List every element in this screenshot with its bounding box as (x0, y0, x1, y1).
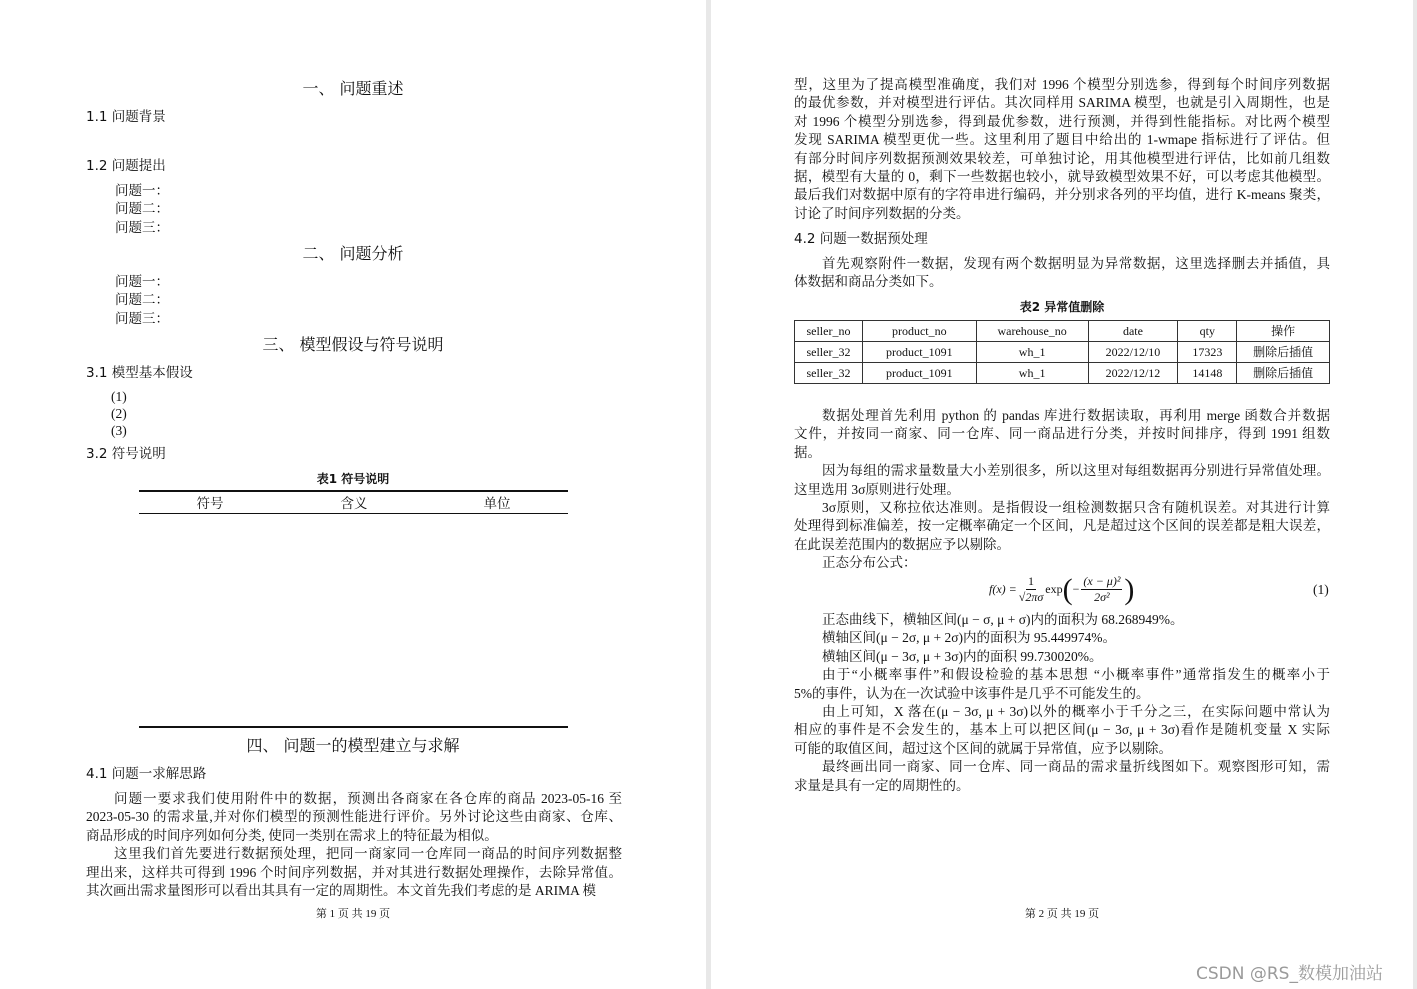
body-text-continued (794, 76, 1330, 223)
text-line: 因为每组的需求量数量大小差别很多，所以这里对每组数据再分别进行异常值处理。 (822, 463, 1330, 479)
text-line: 这里我们首先要进行数据预处理，把同一商家同一仓库同一商品的时间序列数据整 (114, 846, 622, 862)
assumption-item: (1) (111, 389, 127, 404)
minus-sign: − (1072, 582, 1080, 596)
text-line: 3σ原则，又称拉依达准则。是指假设一组检测数据只含有随机误差。对其进行计算 (822, 499, 1330, 515)
section-heading-1: 一、 问题重述 (302, 79, 404, 98)
text-line: 有部分时间序列数据预测效果较差，可单独讨论，用其他模型进行评估，比如前几组数 (794, 150, 1330, 166)
table-header-row (795, 321, 1330, 342)
text-line: 在此误差范围内的数据应予以剔除。 (794, 536, 1010, 552)
table-cell: product_1091 (862, 342, 976, 363)
text-line: 对 1996 个模型分别选参，得到最优参数，进行预测，并得到性能指标。对比两个模型 (794, 113, 1330, 129)
text-line: 相应的事件是不会发生的，基本上可以把区间(μ − 3σ, μ + 3σ)看作是随机变量 X 实际 (794, 722, 1330, 738)
table-cell: seller_32 (795, 363, 863, 384)
table-row (795, 342, 1330, 363)
normal-distribution-formula (989, 574, 1134, 605)
question-item: 问题一： (115, 274, 169, 290)
text-line: 发现 SARIMA 模型更优一些。这里利用了题目中给出的 1-wmape 指标进行了评估。但 (794, 132, 1330, 148)
table1-top-rule (139, 490, 568, 492)
text-line: 最后我们对数据中原有的字符串进行编码，并分别求各列的平均值，进行 K-means 聚类， (794, 187, 1330, 203)
text-line: 横轴区间(μ − 3σ, μ + 3σ)内的面积 99.730020%。 (822, 648, 1103, 664)
subsection-3-2: 3.2 符号说明 (86, 446, 166, 462)
header-cell: warehouse_no (976, 321, 1088, 342)
text-line: 由上可知，X 落在(μ − 3σ, μ + 3σ)以外的概率小于千分之三，在实际问题中常认为 (822, 703, 1330, 719)
table1-header-meaning: 含义 (340, 496, 368, 512)
table-cell: 2022/12/12 (1088, 363, 1178, 384)
page-footer: 第 2 页 共 19 页 (1024, 908, 1100, 920)
subsection-4-2: 4.2 问题一数据预处理 (794, 231, 928, 247)
table-row (795, 363, 1330, 384)
outlier-table (794, 320, 1330, 384)
question-item: 问题三： (115, 311, 169, 327)
text-line: 问题一要求我们使用附件中的数据，预测出各商家在各仓库的商品 2023-05-16 至 (114, 791, 622, 806)
text-line: 讨论了时间序列数据的分类。 (794, 205, 970, 221)
subsection-3-1: 3.1 模型基本假设 (86, 365, 193, 381)
right-paren: ) (1124, 572, 1135, 606)
numerator: (x − μ)² (1083, 574, 1121, 588)
text-line: 据。 (794, 444, 821, 460)
text-line: 处理得到标准偏差，按一定概率确定一个区间，凡是超过这个区间的误差都是粗大误差， (794, 518, 1330, 534)
document-page-1 (0, 0, 706, 989)
equation-number: (1) (1313, 582, 1329, 597)
exp-function: exp (1045, 582, 1063, 596)
text-line: 的最优参数，并对模型进行评估。其次同样用 SARIMA 模型，也就是引入周期性，也是 (794, 95, 1330, 111)
assumption-item: (3) (111, 423, 127, 438)
table1-header-unit: 单位 (483, 496, 511, 512)
text-line: 据，模型有大量的 0，剩下一些数据也较小，就导致模型效果不好，可以考虑其他模型。 (794, 168, 1330, 184)
header-cell: product_no (862, 321, 976, 342)
page-footer: 第 1 页 共 19 页 (315, 908, 391, 920)
subsection-1-1: 1.1 问题背景 (86, 109, 166, 125)
text-line: 其次画出需求量图形可以看出其具有一定的周期性。本文首先我们考虑的是 ARIMA 模 (86, 882, 597, 898)
text-line: 体数据和商品分类如下。 (794, 274, 943, 290)
table1-caption: 表1 符号说明 (316, 472, 390, 486)
text-line: 文件，并按同一商家、同一仓库、同一商品进行分类，并按时间排序，得到 1991 组数 (794, 426, 1330, 442)
text-line: 最终画出同一商家、同一仓库、同一商品的需求量折线图如下。观察图形可知，需 (822, 759, 1330, 775)
question-item: 问题三： (115, 220, 169, 236)
denominator: 2σ² (1094, 590, 1110, 604)
formula-lhs: f(x) = (989, 582, 1017, 596)
document-page-2 (711, 0, 1413, 989)
watermark: CSDN @RS_数模加油站 (1196, 964, 1383, 984)
denominator: √2πσ (1018, 590, 1044, 604)
text-line: 商品形成的时间序列如何分类, 使同一类别在需求上的特征最为相似。 (86, 827, 498, 843)
text-line: 5%的事件，认为在一次试验中该事件是几乎不可能发生的。 (794, 685, 1150, 701)
subsection-4-1: 4.1 问题一求解思路 (86, 766, 207, 782)
table1-bottom-rule (139, 726, 568, 728)
question-item: 问题二： (115, 292, 169, 308)
question-item: 问题二： (115, 201, 169, 217)
table-cell: 17323 (1178, 342, 1237, 363)
assumption-item: (2) (111, 406, 127, 421)
table-cell: seller_32 (795, 342, 863, 363)
table-cell: 删除后插值 (1237, 342, 1330, 363)
section-heading-2: 二、 问题分析 (302, 244, 404, 263)
table-cell: 2022/12/10 (1088, 342, 1178, 363)
section-heading-3: 三、 模型假设与符号说明 (262, 335, 444, 354)
fraction (1019, 574, 1044, 605)
text-line: 正态分布公式： (822, 555, 917, 571)
text-line: 首先观察附件一数据，发现有两个数据明显为异常数据，这里选择删去并插值，具 (822, 256, 1330, 271)
text-line: 正态曲线下，横轴区间(μ − σ, μ + σ)内的面积为 68.268949%。 (822, 612, 1184, 627)
section-heading-4: 四、 问题一的模型建立与求解 (246, 736, 460, 755)
numerator: 1 (1028, 574, 1034, 588)
header-cell: 操作 (1237, 321, 1330, 342)
table1-header-rule (139, 513, 568, 514)
text-line: 型，这里为了提高模型准确度，我们对 1996 个模型分别选参，得到每个时间序列数据 (794, 77, 1330, 92)
body-text (86, 790, 622, 900)
left-paren: ( (1062, 572, 1073, 606)
body-text-b (794, 611, 1330, 795)
header-cell: seller_no (795, 321, 863, 342)
subsection-1-2: 1.2 问题提出 (86, 158, 166, 174)
table2-caption: 表2 异常值删除 (1019, 300, 1105, 314)
body-text-a (794, 407, 1330, 573)
text-line: 这里选用 3σ原则进行处理。 (794, 481, 960, 497)
text-line: 横轴区间(μ − 2σ, μ + 2σ)内的面积为 95.449974%。 (822, 630, 1116, 646)
table-cell: wh_1 (976, 342, 1088, 363)
table-cell: 删除后插值 (1237, 363, 1330, 384)
table-cell: wh_1 (976, 363, 1088, 384)
text-line: 数据处理首先利用 python 的 pandas 库进行数据读取，再利用 merge 函数合并数据 (822, 408, 1330, 423)
text-line: 理出来，这样共可得到 1996 个时间序列数据，并对其进行数据处理操作，去除异常值。 (86, 864, 622, 880)
header-cell: date (1088, 321, 1178, 342)
intro-text (794, 255, 1330, 292)
table1-header-symbol: 符号 (196, 496, 224, 512)
fraction (1081, 574, 1122, 605)
text-line: 2023-05-30 的需求量,并对你们模型的预测性能进行评价。另外讨论这些由商家、仓库、 (86, 809, 622, 825)
table-cell: 14148 (1178, 363, 1237, 384)
text-line: 由于“小概率事件”和假设检验的基本思想 “小概率事件”通常指发生的概率小于 (822, 667, 1330, 683)
text-line: 求量是具有一定的周期性的。 (794, 777, 970, 793)
header-cell: qty (1178, 321, 1237, 342)
question-item: 问题一： (115, 183, 169, 199)
text-line: 可能的取值区间，超过这个区间的就属于异常值，应予以剔除。 (794, 740, 1172, 756)
table-cell: product_1091 (862, 363, 976, 384)
